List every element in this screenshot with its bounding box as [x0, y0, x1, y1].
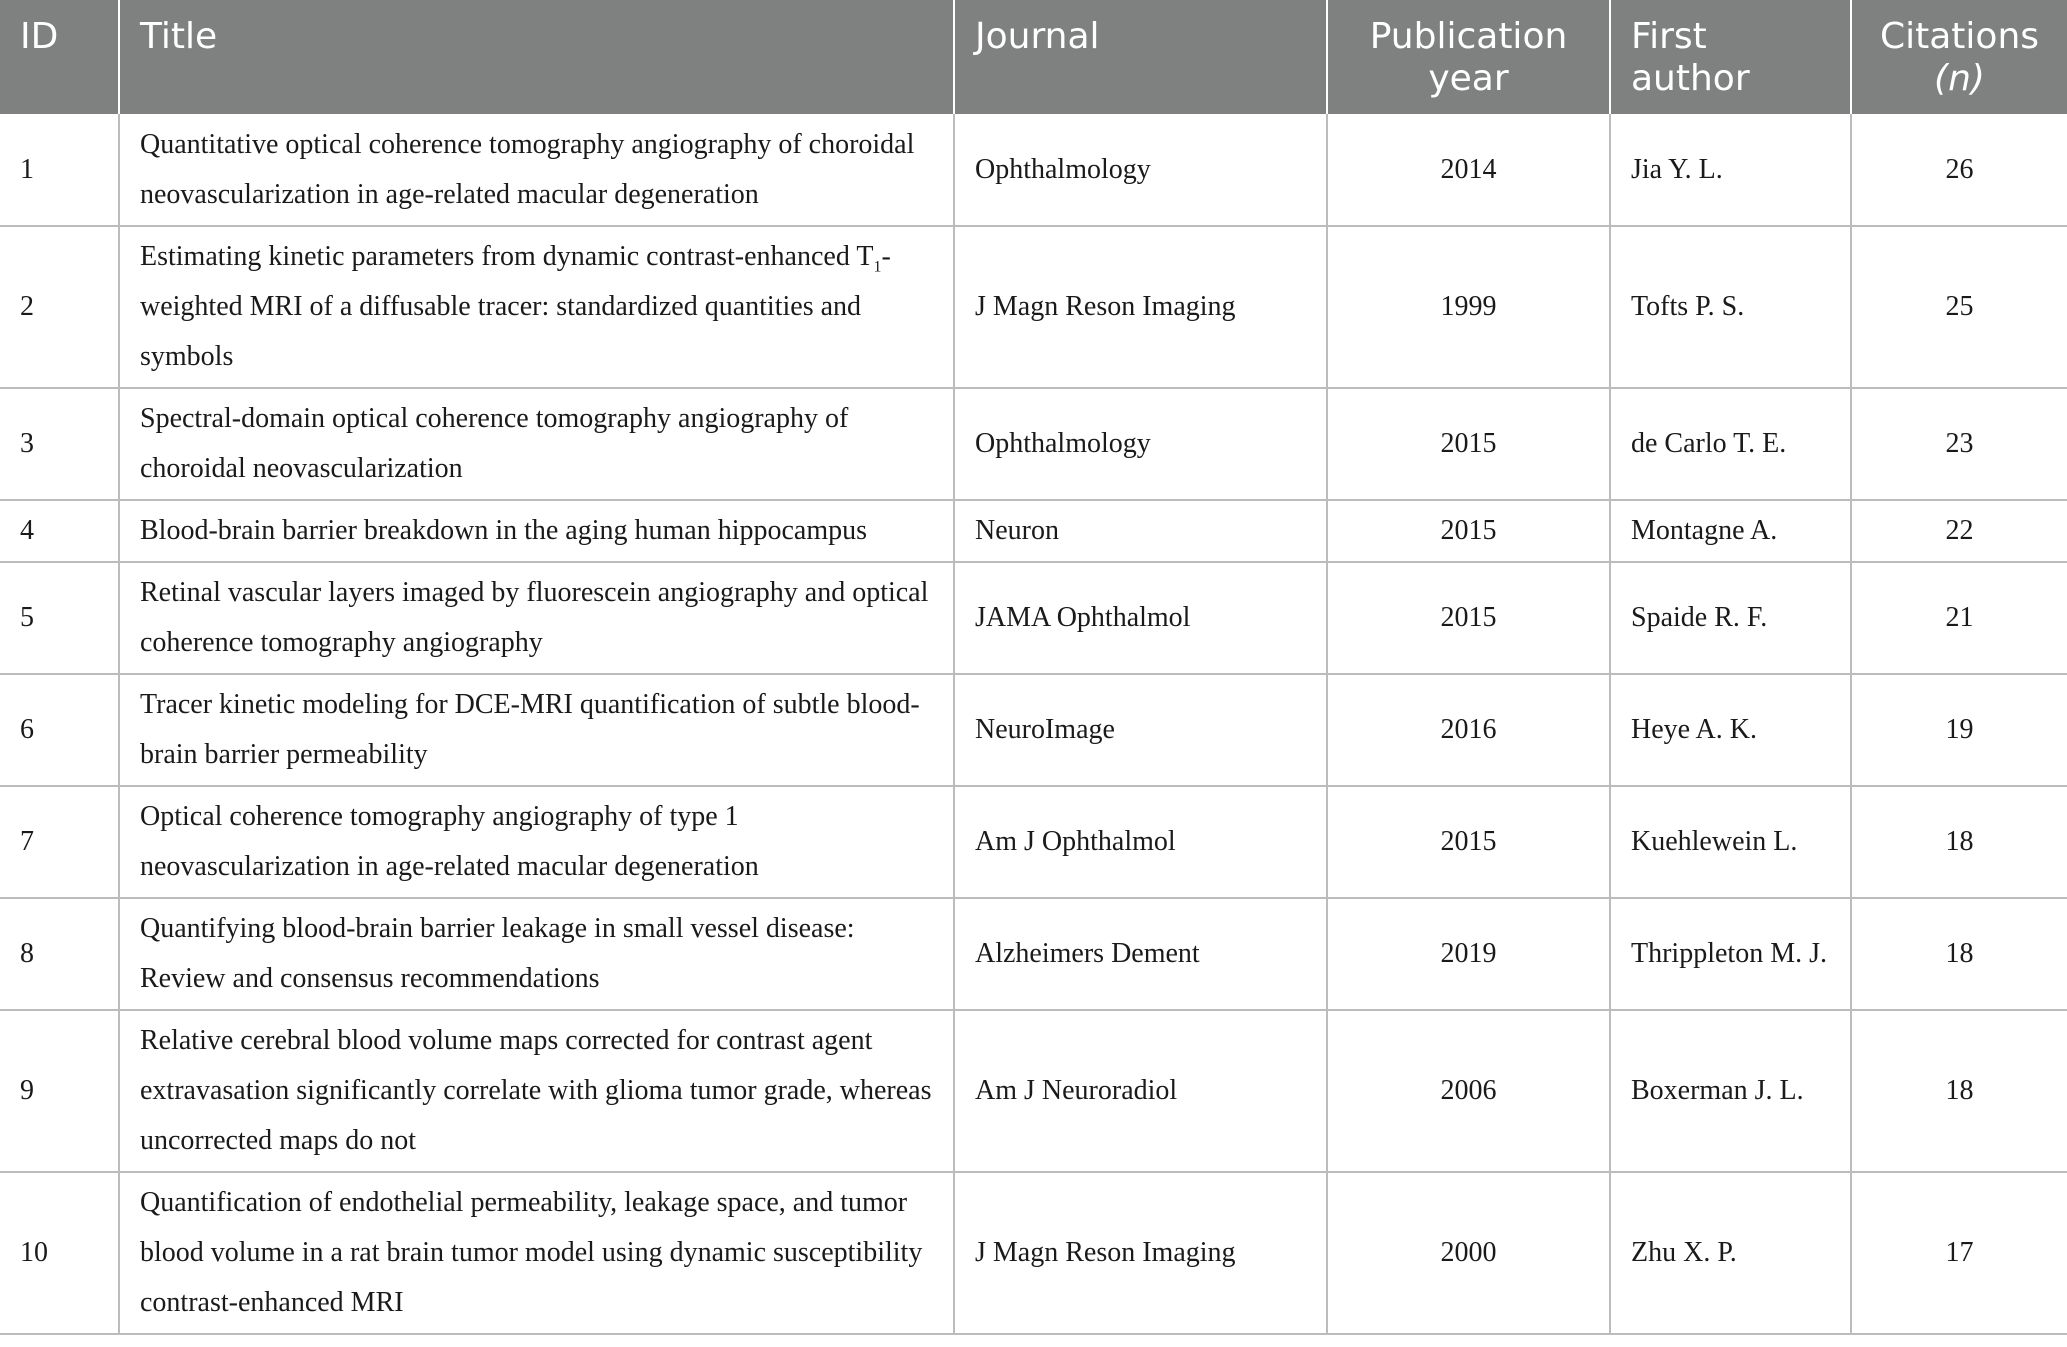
cell-title: Quantitative optical coherence tomography angiography of choroidal neovascularization in age-related macular degeneration — [119, 114, 954, 226]
cell-citations: 22 — [1851, 500, 2067, 562]
table-row — [0, 500, 2067, 562]
table-row — [0, 226, 2067, 388]
cell-title: Retinal vascular layers imaged by fluorescein angiography and optical coherence tomography angiography — [119, 562, 954, 674]
cell-citations: 21 — [1851, 562, 2067, 674]
header-citations-label: Citations — [1879, 16, 2040, 57]
cell-title: Quantifying blood-brain barrier leakage in small vessel disease: Review and consensus recommendations — [119, 898, 954, 1010]
cell-id: 10 — [0, 1172, 119, 1334]
cell-journal: J Magn Reson Imaging — [954, 1172, 1327, 1334]
table-body — [0, 114, 2067, 1334]
cell-journal: JAMA Ophthalmol — [954, 562, 1327, 674]
cell-title: Relative cerebral blood volume maps corrected for contrast agent extravasation significantly correlate with glioma tumor grade, whereas uncorrected maps do not — [119, 1010, 954, 1172]
cell-title — [119, 226, 954, 388]
cell-year: 2015 — [1327, 786, 1610, 898]
cell-citations: 26 — [1851, 114, 2067, 226]
cell-id: 4 — [0, 500, 119, 562]
cell-citations: 17 — [1851, 1172, 2067, 1334]
table-row — [0, 898, 2067, 1010]
cell-id: 5 — [0, 562, 119, 674]
cell-year: 2015 — [1327, 388, 1610, 500]
cell-year: 2016 — [1327, 674, 1610, 786]
cell-id: 3 — [0, 388, 119, 500]
table-row — [0, 674, 2067, 786]
cell-journal: Alzheimers Dement — [954, 898, 1327, 1010]
cell-citations: 18 — [1851, 898, 2067, 1010]
cell-citations: 25 — [1851, 226, 2067, 388]
cell-id: 6 — [0, 674, 119, 786]
cell-author: Heye A. K. — [1610, 674, 1851, 786]
header-id: ID — [0, 0, 119, 114]
cell-id: 2 — [0, 226, 119, 388]
cell-id: 7 — [0, 786, 119, 898]
cell-id: 1 — [0, 114, 119, 226]
header-citations — [1851, 0, 2067, 114]
cell-journal: Am J Ophthalmol — [954, 786, 1327, 898]
header-year-line2: year — [1428, 58, 1509, 99]
table-row — [0, 1172, 2067, 1334]
cell-title-part: -weighted MRI of a diffusable tracer: standardized quantities and symbols — [140, 241, 891, 372]
cell-journal: NeuroImage — [954, 674, 1327, 786]
cell-author: Zhu X. P. — [1610, 1172, 1851, 1334]
cell-author: Jia Y. L. — [1610, 114, 1851, 226]
cell-year: 2015 — [1327, 562, 1610, 674]
table-row — [0, 786, 2067, 898]
header-year-line1: Publication — [1369, 16, 1568, 57]
table-row — [0, 562, 2067, 674]
cell-title: Tracer kinetic modeling for DCE-MRI quantification of subtle blood-brain barrier permeability — [119, 674, 954, 786]
cell-title: Optical coherence tomography angiography of type 1 neovascularization in age-related macular degeneration — [119, 786, 954, 898]
cell-title: Blood-brain barrier breakdown in the aging human hippocampus — [119, 500, 954, 562]
cell-journal: Ophthalmology — [954, 114, 1327, 226]
cell-journal: Am J Neuroradiol — [954, 1010, 1327, 1172]
table-row — [0, 1010, 2067, 1172]
header-title: Title — [119, 0, 954, 114]
cell-year: 2006 — [1327, 1010, 1610, 1172]
cell-author: Kuehlewein L. — [1610, 786, 1851, 898]
cell-author: Montagne A. — [1610, 500, 1851, 562]
header-publication-year — [1327, 0, 1610, 114]
cell-journal: J Magn Reson Imaging — [954, 226, 1327, 388]
table-header — [0, 0, 2067, 114]
cell-title: Quantification of endothelial permeability, leakage space, and tumor blood volume in a rat brain tumor model using dynamic susceptibility contrast-enhanced MRI — [119, 1172, 954, 1334]
cell-year: 1999 — [1327, 226, 1610, 388]
cell-title: Spectral-domain optical coherence tomography angiography of choroidal neovascularization — [119, 388, 954, 500]
cell-title-part: Estimating kinetic parameters from dynamic contrast-enhanced T — [140, 241, 874, 272]
cell-author: Boxerman J. L. — [1610, 1010, 1851, 1172]
cell-year: 2019 — [1327, 898, 1610, 1010]
cell-id: 9 — [0, 1010, 119, 1172]
cell-citations: 18 — [1851, 786, 2067, 898]
table-row — [0, 388, 2067, 500]
header-first-author: First author — [1610, 0, 1851, 114]
cell-journal: Neuron — [954, 500, 1327, 562]
cell-citations: 23 — [1851, 388, 2067, 500]
cell-author: de Carlo T. E. — [1610, 388, 1851, 500]
cell-author: Thrippleton M. J. — [1610, 898, 1851, 1010]
cell-id: 8 — [0, 898, 119, 1010]
cell-year: 2015 — [1327, 500, 1610, 562]
cell-citations: 19 — [1851, 674, 2067, 786]
cell-author: Tofts P. S. — [1610, 226, 1851, 388]
table-row — [0, 114, 2067, 226]
cell-year: 2000 — [1327, 1172, 1610, 1334]
cell-author: Spaide R. F. — [1610, 562, 1851, 674]
cell-title-subscript: 1 — [873, 258, 882, 276]
cell-journal: Ophthalmology — [954, 388, 1327, 500]
header-journal: Journal — [954, 0, 1327, 114]
cell-year: 2014 — [1327, 114, 1610, 226]
header-citations-unit: (n) — [1934, 58, 1985, 99]
cell-citations: 18 — [1851, 1010, 2067, 1172]
